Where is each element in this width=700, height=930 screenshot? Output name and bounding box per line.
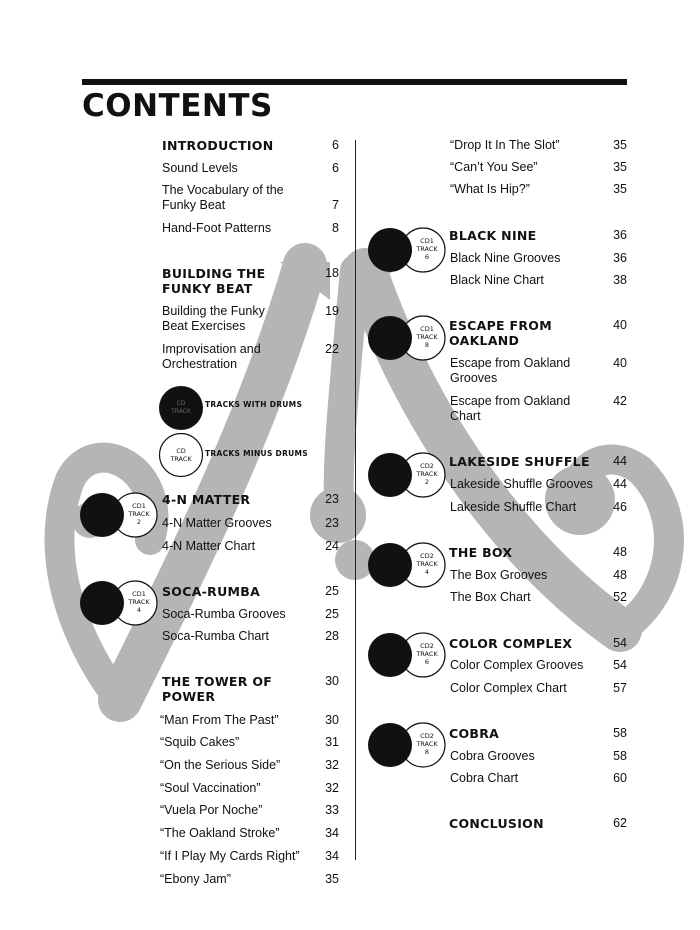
svg-text:2: 2 — [136, 518, 142, 526]
toc-page: 58 — [613, 749, 627, 763]
toc-page: 35 — [613, 182, 627, 196]
svg-text:6: 6 — [424, 253, 430, 261]
svg-text:TRACK: TRACK — [416, 333, 438, 341]
svg-text:TRACK: TRACK — [416, 245, 438, 253]
toc-entry[interactable]: Escape from Oakland Chart — [450, 394, 571, 423]
toc-page: 38 — [613, 273, 627, 287]
cd-badge-escape-from-oakland-icon — [366, 313, 448, 363]
toc-page: 34 — [325, 826, 339, 840]
svg-text:2: 2 — [424, 478, 430, 486]
svg-text:4: 4 — [136, 606, 142, 614]
legend-label-minus-drums: TRACKS MINUS DRUMS — [205, 449, 309, 458]
toc-page: 52 — [613, 590, 627, 604]
toc-page: 31 — [325, 735, 339, 749]
cd-badge-cobra-icon — [366, 720, 448, 770]
toc-entry[interactable]: Improvisation and Orchestration — [162, 342, 261, 371]
toc-entry[interactable]: Building the Funky Beat Exercises — [162, 304, 265, 333]
svg-text:CD1: CD1 — [420, 237, 434, 245]
toc-entry[interactable]: Lakeside Shuffle Chart — [450, 500, 577, 514]
legend-label-with-drums: TRACKS WITH DRUMS — [205, 400, 303, 409]
toc-entry[interactable]: “The Oakland Stroke” — [160, 826, 280, 840]
toc-entry[interactable]: “On the Serious Side” — [160, 758, 281, 772]
toc-heading-color-complex[interactable]: COLOR COMPLEX — [449, 636, 573, 651]
toc-entry[interactable]: The Vocabulary of the Funky Beat — [162, 183, 284, 212]
toc-page: 48 — [613, 545, 627, 559]
toc-page-introduction: 6 — [332, 138, 339, 152]
toc-heading-the-tower-of-power[interactable]: THE TOWER OF POWER — [162, 674, 273, 704]
toc-page: 30 — [325, 713, 339, 727]
toc-entry[interactable]: “Squib Cakes” — [160, 735, 240, 749]
svg-text:CD2: CD2 — [420, 552, 434, 560]
toc-page: 44 — [613, 454, 627, 468]
toc-page: 62 — [613, 816, 627, 830]
toc-entry[interactable]: “Soul Vaccination” — [160, 781, 261, 795]
toc-page: 36 — [613, 251, 627, 265]
toc-entry[interactable]: “Can’t You See” — [450, 160, 538, 174]
toc-page: 46 — [613, 500, 627, 514]
svg-text:TRACK: TRACK — [416, 740, 438, 748]
svg-text:8: 8 — [424, 748, 430, 756]
svg-text:CD1: CD1 — [132, 590, 146, 598]
svg-text:TRACK: TRACK — [128, 510, 150, 518]
toc-entry[interactable]: Lakeside Shuffle Grooves — [450, 477, 593, 491]
svg-text:CD1: CD1 — [132, 502, 146, 510]
svg-text:CD1: CD1 — [420, 325, 434, 333]
toc-page: 25 — [325, 607, 339, 621]
toc-page: 32 — [325, 758, 339, 772]
toc-page: 23 — [325, 492, 339, 506]
toc-page: 42 — [613, 394, 627, 408]
toc-page: 30 — [325, 674, 339, 688]
toc-entry[interactable]: Sound Levels — [162, 161, 238, 175]
toc-page: 24 — [325, 539, 339, 553]
toc-page: 7 — [332, 198, 339, 212]
toc-heading-escape-from-oakland[interactable]: ESCAPE FROM OAKLAND — [449, 318, 552, 348]
cd-badge-lakeside-shuffle-icon — [366, 450, 448, 500]
toc-entry[interactable]: “Man From The Past” — [160, 713, 279, 727]
cd-badge-soca-rumba-icon — [78, 578, 160, 628]
toc-page: 54 — [613, 636, 627, 650]
toc-entry[interactable]: Black Nine Grooves — [450, 251, 561, 265]
toc-page: 25 — [325, 584, 339, 598]
svg-text:CD2: CD2 — [420, 732, 434, 740]
toc-page: 6 — [332, 161, 339, 175]
toc-entry[interactable]: “Drop It In The Slot” — [450, 138, 560, 152]
toc-heading-the-box[interactable]: THE BOX — [449, 545, 513, 560]
toc-heading-introduction[interactable]: INTRODUCTION — [162, 138, 274, 153]
toc-page: 35 — [613, 138, 627, 152]
toc-page: 34 — [325, 849, 339, 863]
toc-entry[interactable]: The Box Grooves — [450, 568, 548, 582]
toc-page: 40 — [613, 356, 627, 370]
toc-entry[interactable]: Cobra Grooves — [450, 749, 535, 763]
toc-heading-conclusion[interactable]: CONCLUSION — [449, 816, 544, 831]
toc-heading-black-nine[interactable]: BLACK NINE — [449, 228, 537, 243]
svg-text:TRACK: TRACK — [128, 598, 150, 606]
svg-text:CD: CD — [176, 447, 186, 455]
svg-text:8: 8 — [424, 341, 430, 349]
svg-text:CD: CD — [176, 400, 186, 407]
toc-page: 32 — [325, 781, 339, 795]
toc-entry[interactable]: Color Complex Grooves — [450, 658, 584, 672]
toc-page: 28 — [325, 629, 339, 643]
toc-page: 58 — [613, 726, 627, 740]
toc-entry[interactable]: Cobra Chart — [450, 771, 519, 785]
toc-entry[interactable]: Hand-Foot Patterns — [162, 221, 272, 235]
toc-entry[interactable]: The Box Chart — [450, 590, 531, 604]
toc-page: 22 — [325, 342, 339, 356]
toc-page: 40 — [613, 318, 627, 332]
toc-page: 54 — [613, 658, 627, 672]
toc-page: 18 — [325, 266, 339, 280]
toc-entry[interactable]: “What Is Hip?” — [450, 182, 530, 196]
toc-entry[interactable]: 4-N Matter Grooves — [162, 516, 272, 530]
toc-page: 60 — [613, 771, 627, 785]
toc-page: 44 — [613, 477, 627, 491]
svg-text:TRACK: TRACK — [416, 650, 438, 658]
toc-heading-cobra[interactable]: COBRA — [449, 726, 500, 741]
svg-text:4: 4 — [424, 568, 430, 576]
toc-entry[interactable]: “If I Play My Cards Right” — [160, 849, 300, 863]
svg-text:CD2: CD2 — [420, 642, 434, 650]
svg-text:CD2: CD2 — [420, 462, 434, 470]
svg-text:TRACK: TRACK — [170, 455, 192, 463]
toc-entry[interactable]: 4-N Matter Chart — [162, 539, 256, 553]
svg-text:TRACK: TRACK — [416, 470, 438, 478]
column-divider — [355, 140, 356, 860]
toc-page: 33 — [325, 803, 339, 817]
svg-text:6: 6 — [424, 658, 430, 666]
toc-entry[interactable]: “Vuela Por Noche” — [160, 803, 263, 817]
svg-text:TRACK: TRACK — [416, 560, 438, 568]
cd-disc-black-icon — [158, 385, 204, 431]
cd-badge-4-n-matter-icon — [78, 490, 160, 540]
toc-page: 35 — [613, 160, 627, 174]
toc-entry[interactable]: Escape from Oakland Grooves — [450, 356, 571, 385]
toc-page: 48 — [613, 568, 627, 582]
toc-entry[interactable]: Soca-Rumba Grooves — [162, 607, 286, 621]
page-title: CONTENTS — [82, 88, 273, 124]
cd-badge-black-nine-icon — [366, 225, 448, 275]
cd-badge-the-box-icon — [366, 540, 448, 590]
toc-page: 57 — [613, 681, 627, 695]
toc-page: 35 — [325, 872, 339, 886]
cd-badge-color-complex-icon — [366, 630, 448, 680]
toc-page: 36 — [613, 228, 627, 242]
toc-page: 23 — [325, 516, 339, 530]
toc-entry[interactable]: Soca-Rumba Chart — [162, 629, 269, 643]
svg-text:TRACK: TRACK — [171, 408, 191, 415]
toc-heading-lakeside-shuffle[interactable]: LAKESIDE SHUFFLE — [449, 454, 590, 469]
toc-entry[interactable]: Black Nine Chart — [450, 273, 544, 287]
toc-heading-4-n-matter[interactable]: 4-N MATTER — [162, 492, 251, 507]
toc-heading-soca-rumba[interactable]: SOCA-RUMBA — [162, 584, 261, 599]
toc-heading-building-the-funky-beat[interactable]: BUILDING THE FUNKY BEAT — [162, 266, 266, 296]
toc-entry[interactable]: “Ebony Jam” — [160, 872, 231, 886]
toc-page: 8 — [332, 221, 339, 235]
toc-page: 19 — [325, 304, 339, 318]
cd-disc-white-icon — [158, 432, 204, 478]
toc-entry[interactable]: Color Complex Chart — [450, 681, 567, 695]
